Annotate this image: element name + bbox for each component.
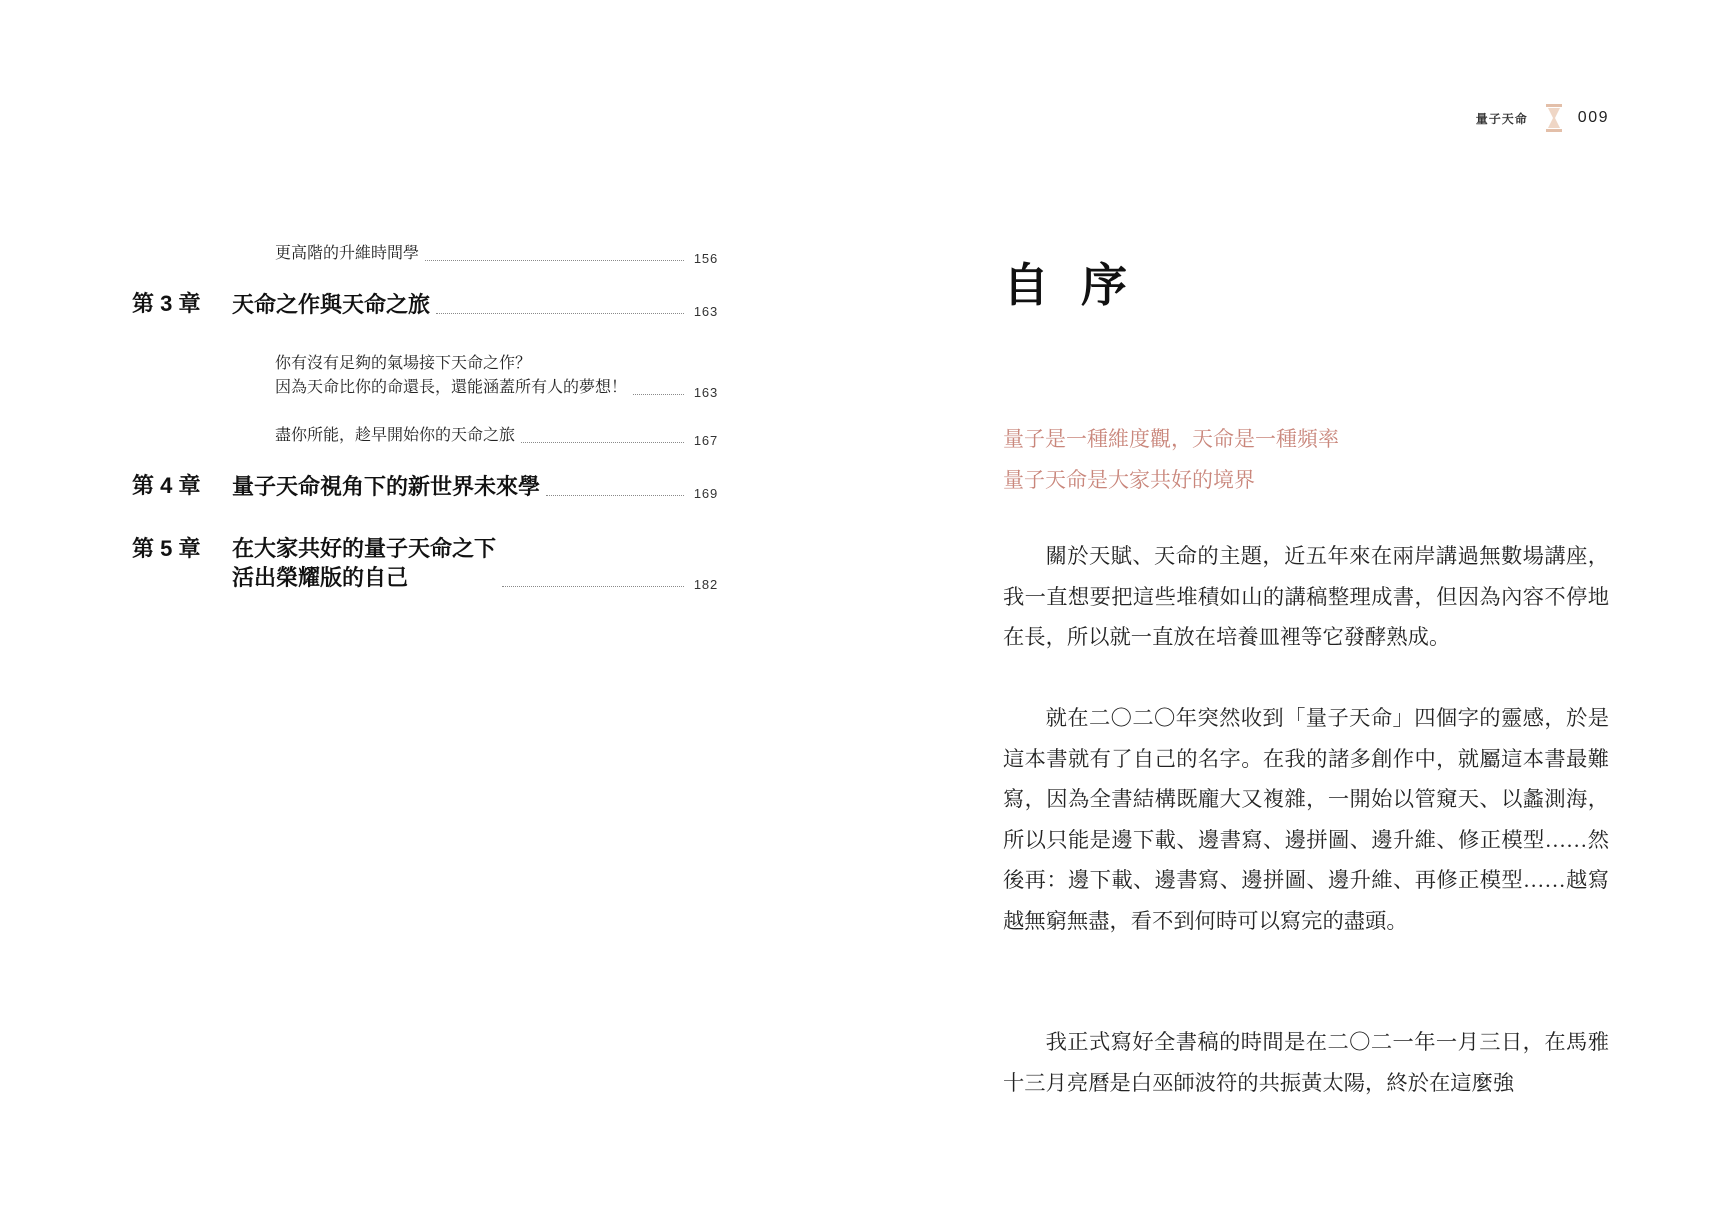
chapter-title-line: 活出榮耀版的自己 (232, 565, 409, 590)
preface (1003, 0, 1609, 1229)
table-of-contents (0, 0, 760, 1229)
preface-title: 自序 (1003, 259, 1159, 311)
chapter-title: 量子天命視角下的新世界未來學 (232, 474, 541, 499)
dot-leader (502, 586, 684, 587)
dot-leader (425, 260, 684, 261)
toc-chapter-entry[interactable] (132, 534, 718, 592)
preface-paragraph: 就在二〇二〇年突然收到「量子天命」四個字的靈感，於是這本書就有了自己的名字。在我的諸多創作中，就屬這本書最難寫，因為全書結構既龐大又複雜，一開始以管窺天、以蠡測海，所以只能是邊下載、邊書寫、邊拼圖、邊升維、修正模型……然後再：邊下載、邊書寫、邊拼圖、邊升維、再修正模型……越寫越無窮無盡，看不到何時可以寫完的盡頭。 (1003, 706, 1609, 933)
chapter-number: 第 5 章 (132, 536, 201, 561)
toc-page-number: 156 (693, 251, 718, 266)
toc-section-entry[interactable] (275, 242, 718, 266)
toc-section-title-line: 因為天命比你的命還長，還能涵蓋所有人的夢想！ (275, 379, 628, 396)
chapter-title: 天命之作與天命之旅 (232, 292, 431, 317)
dot-leader (546, 495, 684, 496)
chapter-title-block (232, 534, 496, 592)
epigraph-line: 量子天命是大家共好的境界 (1003, 468, 1255, 492)
toc-chapter-entry[interactable] (132, 289, 718, 319)
toc-section-title: 更高階的升維時間學 (275, 245, 420, 262)
toc-page-number: 167 (693, 433, 718, 448)
epigraph (1003, 419, 1339, 501)
chapter-title-line: 在大家共好的量子天命之下 (232, 536, 497, 561)
dot-leader (633, 394, 684, 395)
toc-chapter-entry[interactable] (132, 471, 718, 501)
toc-section-title-block (275, 352, 627, 400)
preface-paragraph: 關於天賦、天命的主題，近五年來在兩岸講過無數場講座，我一直想要把這些堆積如山的講稿整理成書，但因為內容不停地在長，所以就一直放在培養皿裡等它發酵熟成。 (1003, 544, 1609, 649)
chapter-number: 第 3 章 (132, 291, 201, 316)
toc-section-title: 盡你所能，趁早開始你的天命之旅 (275, 427, 516, 444)
toc-page-number: 163 (693, 304, 718, 319)
running-header-book-title: 量子天命 (1475, 111, 1528, 126)
toc-page-number: 163 (693, 385, 718, 400)
toc-section-entry[interactable] (275, 424, 718, 448)
epigraph-line: 量子是一種維度觀，天命是一種頻率 (1003, 427, 1339, 451)
toc-section-title-line: 你有沒有足夠的氣場接下天命之作？ (275, 355, 532, 372)
preface-paragraph: 我正式寫好全書稿的時間是在二〇二一年一月三日，在馬雅十三月亮曆是白巫師波符的共振黃太陽，終於在這麼強 (1003, 1030, 1609, 1095)
page-number: 009 (1577, 109, 1609, 126)
toc-page-number: 182 (693, 577, 718, 592)
dot-leader (521, 442, 684, 443)
toc-page-number: 169 (693, 486, 718, 501)
chapter-number: 第 4 章 (132, 473, 201, 498)
toc-section-entry[interactable] (275, 352, 718, 400)
dot-leader (436, 313, 684, 314)
